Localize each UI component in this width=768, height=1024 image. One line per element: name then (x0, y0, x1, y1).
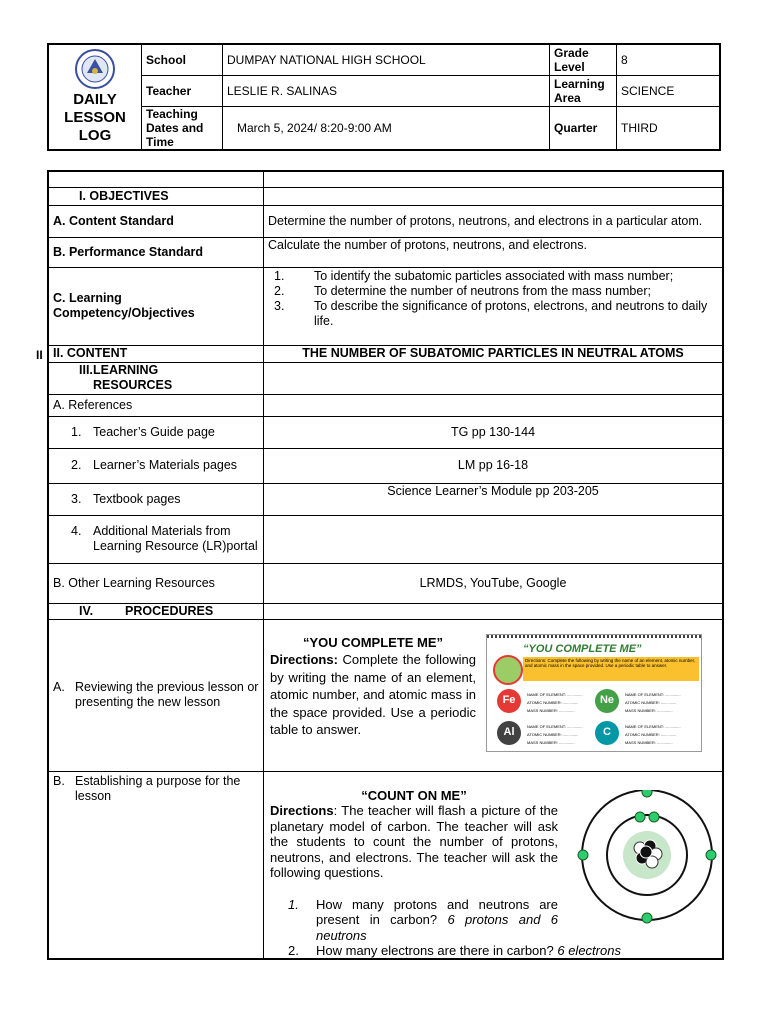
side-mark: II (36, 348, 43, 362)
worksheet-image: “YOU COMPLETE ME” Directions: Complete the following by writing the name of an element, atomic number, and atomic mass in the space provided. Use a periodic table to answer. Fe NAME OF ELEMENT: .............. ATOMIC NUMBER: .............. MASS NUMBER: .............. Ne NAME OF ELEMENT: .............. ATOMIC NUMBER: .............. MASS NUMBER: .............. Al NAME OF ELEMENT: .............. ATOMIC NUMBER: .............. MASS NUMBER: .............. C NAME OF ELEMENT: .............. ATOMIC NUMBER: .............. MASS NUMBER: .............. (486, 634, 702, 752)
other-resources-value: LRMDS, YouTube, Google (264, 563, 724, 603)
grade-value: 8 (617, 44, 721, 75)
dll-title-line2: LESSON (64, 109, 126, 126)
procedure-b-content (264, 771, 724, 959)
directions-label: Directions (270, 803, 334, 818)
resource-value (264, 515, 724, 563)
teaching-dates-label: Teaching Dates and Time (142, 106, 223, 150)
quarter-value: THIRD (617, 106, 721, 150)
procedure-b-label: B. Establishing a purpose for the lesson (48, 771, 264, 959)
resource-item: 4. Additional Materials from Learning Resource (LR)portal (48, 515, 264, 563)
performance-standard-value: Calculate the number of protons, neutrons, and electrons. (264, 237, 724, 267)
question-item: 1. How many protons and neutrons are present in carbon? 6 protons and 6 neutrons (288, 896, 558, 943)
blank-cell (264, 362, 724, 394)
resource-item: 3. Textbook pages (48, 483, 264, 515)
content-standard-value: Determine the number of protons, neutrons, and electrons in a particular atom. (264, 205, 724, 237)
resource-value: TG pp 130-144 (264, 416, 724, 448)
competency-item: 1. To identify the subatomic particles associated with mass number; (274, 268, 674, 283)
content-label: II. CONTENT (48, 345, 264, 362)
question-item: 2. How many electrons are there in carbon? 6 electrons (288, 943, 621, 958)
performance-standard-label: B. Performance Standard (48, 237, 264, 267)
resource-value: LM pp 16-18 (264, 448, 724, 483)
grade-label: Grade Level (550, 44, 617, 75)
procedure-a-content (264, 619, 724, 771)
element-circle: Al (497, 721, 521, 745)
references-label: A. References (48, 394, 264, 416)
school-value: DUMPAY NATIONAL HIGH SCHOOL (223, 44, 550, 75)
quarter-label: Quarter (550, 106, 617, 150)
school-label: School (142, 44, 223, 75)
other-resources-label: B. Other Learning Resources (48, 563, 264, 603)
header-table (47, 43, 721, 151)
lesson-table (47, 170, 724, 960)
worksheet-directions: Directions: Complete the following by writing the name of an element, atomic number, and atomic mass in the space provided. Use a periodic table to answer. (523, 657, 699, 681)
dll-title-line3: LOG (78, 127, 112, 144)
objectives-heading: I. OBJECTIVES (48, 187, 264, 205)
learning-area-label: Learning Area (550, 75, 617, 106)
directions-text: : The teacher will flash a picture of the planetary model of carbon. The teacher will ask the students to count the number of protons, neutrons, and electrons. The teacher will ask the following questions. (270, 803, 558, 880)
dll-title-line1: DAILY (73, 91, 117, 108)
element-circle: Fe (497, 689, 521, 713)
blank-cell (264, 187, 724, 205)
teacher-label: Teacher (142, 75, 223, 106)
competency-label: C. Learning Competency/Objectives (48, 267, 264, 345)
worksheet-atom-icon (493, 655, 523, 685)
resource-item: 1. Teacher’s Guide page (48, 416, 264, 448)
deped-seal-icon (75, 49, 115, 89)
procedure-a-title: “YOU COMPLETE ME” (302, 634, 444, 650)
competency-list (264, 267, 724, 345)
blank-cell (48, 171, 264, 187)
blank-cell (264, 603, 724, 619)
blank-cell (264, 394, 724, 416)
teacher-value: LESLIE R. SALINAS (223, 75, 550, 106)
resource-item: 2. Learner’s Materials pages (48, 448, 264, 483)
teaching-dates-value: March 5, 2024/ 8:20-9:00 AM (223, 106, 550, 150)
carbon-atom-diagram (572, 790, 722, 930)
content-value: THE NUMBER OF SUBATOMIC PARTICLES IN NEUTRAL ATOMS (264, 345, 724, 362)
logo-cell (48, 44, 142, 150)
resources-heading: III. LEARNING RESOURCES (48, 362, 264, 394)
procedure-b-title: “COUNT ON ME” (361, 787, 467, 803)
element-circle: Ne (595, 689, 619, 713)
learning-area-value: SCIENCE (617, 75, 721, 106)
competency-item: 3. To describe the significance of protons, electrons, and neutrons to daily life. (274, 298, 708, 328)
procedure-a-label: A. Reviewing the previous lesson or presenting the new lesson (48, 619, 264, 771)
content-standard-label: A. Content Standard (48, 205, 264, 237)
blank-cell (264, 171, 724, 187)
element-circle: C (595, 721, 619, 745)
directions-label: Directions: (270, 652, 338, 667)
procedures-heading: IV. PROCEDURES (48, 603, 264, 619)
resource-value: Science Learner’s Module pp 203-205 (264, 483, 724, 515)
competency-item: 2. To determine the number of neutrons from the mass number; (274, 283, 651, 298)
worksheet-title: “YOU COMPLETE ME” (523, 642, 642, 655)
directions-text: Complete the following by writing the name of an element, atomic number, and atomic mass in the space provided. Use a periodic table to answer. (270, 652, 476, 737)
